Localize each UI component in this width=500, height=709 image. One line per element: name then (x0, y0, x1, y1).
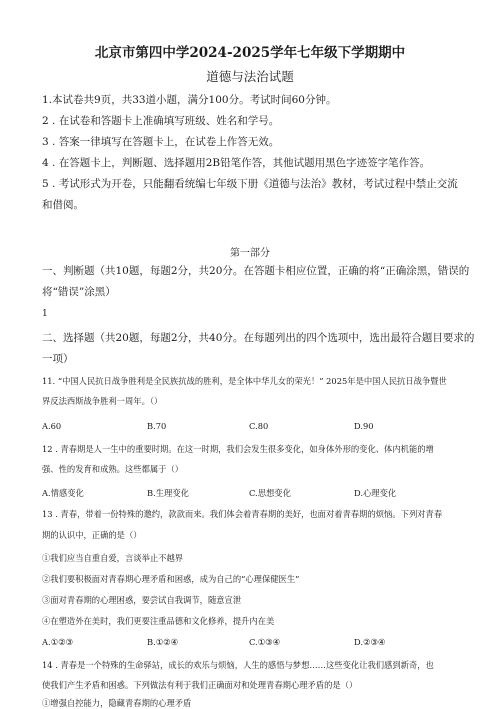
question-number: 1 (42, 309, 48, 319)
exam-subject-title: 道德与法治试题 (206, 69, 294, 84)
section-heading: 一、判断题（共10题，每题2分，共20分。在答题卡相应位置，正确的将“正确涂黑，错误的 (42, 265, 470, 277)
statement: ①我们应当自重自爱，言谈举止不越界 (42, 553, 184, 563)
question-text: 11. “中国人民抗日战争胜利是全民族抗战的胜利，是全体中华儿女的荣光！” 2025年是中国人民抗日战争暨世 (42, 376, 447, 386)
option-d: D.90 (354, 421, 374, 431)
instruction-line: 5 . 考试形式为开卷，只能翻看统编七年级下册《道德与法治》教材，考试过程中禁止交流 (42, 178, 458, 190)
statement: ②我们要积极面对青春期心理矛盾和困惑，成为自己的“心理保健医生” (42, 574, 300, 584)
statement: ④在塑造外在美时，我们更要注重品德和文化修养，提升内在美 (42, 616, 275, 626)
section-heading: 二、选择题（共20题，每题2分，共40分。在每题列出的四个选项中，选出最符合题目要求的 (42, 332, 475, 344)
instruction-line: 4 . 在答题卡上，判断题、选择题用2B铅笔作答，其他试题用黑色字迹签字笔作答。 (42, 157, 431, 169)
question-text: 14 . 青春是一个特殊的生命驿站，成长的欢乐与烦恼，人生的感悟与梦想……这些变化让我们感到新奇，也 (42, 660, 434, 670)
option-d: D.②③④ (354, 637, 386, 647)
question-text: 界反法西斯战争胜利一周年。（） (42, 396, 163, 406)
section-heading: 一项） (42, 353, 74, 365)
option-b: B.①②④ (147, 637, 179, 647)
instruction-line: 和借阅。 (42, 199, 84, 211)
question-text: 强、性的发育和成熟。这些都属于（） (42, 464, 184, 474)
instruction-line: 2 . 在试卷和答题卡上准确填写班级、姓名和学号。 (42, 115, 280, 127)
option-d: D.心理变化 (354, 488, 397, 498)
statement: ①增强自控能力，隐藏青春期的心理矛盾 (42, 698, 192, 708)
option-a: A.情感变化 (42, 488, 84, 498)
option-b: B.生理变化 (147, 488, 189, 498)
question-text: 12 . 青春期是人一生中的重要时期。在这一时期，我们会发生很多变化，如身体外形的变化、体内机能的增 (42, 444, 434, 454)
question-text: 13 . 青春，带着一份特殊的邀约，款款而来。我们体会着青春期的美好，也面对着青春期的烦恼。下列对青春 (42, 509, 443, 519)
option-a: A.60 (42, 421, 62, 431)
question-text: 使我们产生矛盾和困惑。下列做法有利于我们正确面对和处理青春期心理矛盾的是（） (42, 680, 358, 690)
instruction-line: 1.本试卷共9页，共33道小题，满分100分。考试时间60分钟。 (42, 94, 337, 106)
section-heading: 将“错误”涂黑） (42, 286, 116, 298)
option-c: C.思想变化 (249, 488, 291, 498)
part-title: 第一部分 (230, 248, 270, 259)
option-a: A.①②③ (42, 637, 73, 647)
option-b: B.70 (147, 421, 167, 431)
option-c: C.①③④ (249, 637, 281, 647)
exam-title: 北京市第四中学2024-2025学年七年级下学期期中 (94, 45, 406, 61)
question-text: 期的认识中，正确的是（） (42, 530, 142, 540)
option-c: C.80 (249, 421, 269, 431)
instruction-line: 3 . 答案一律填写在答题卡上，在试卷上作答无效。 (42, 136, 280, 148)
statement: ③面对青春期的心理困惑，要尝试自我调节，随意宣泄 (42, 595, 242, 605)
